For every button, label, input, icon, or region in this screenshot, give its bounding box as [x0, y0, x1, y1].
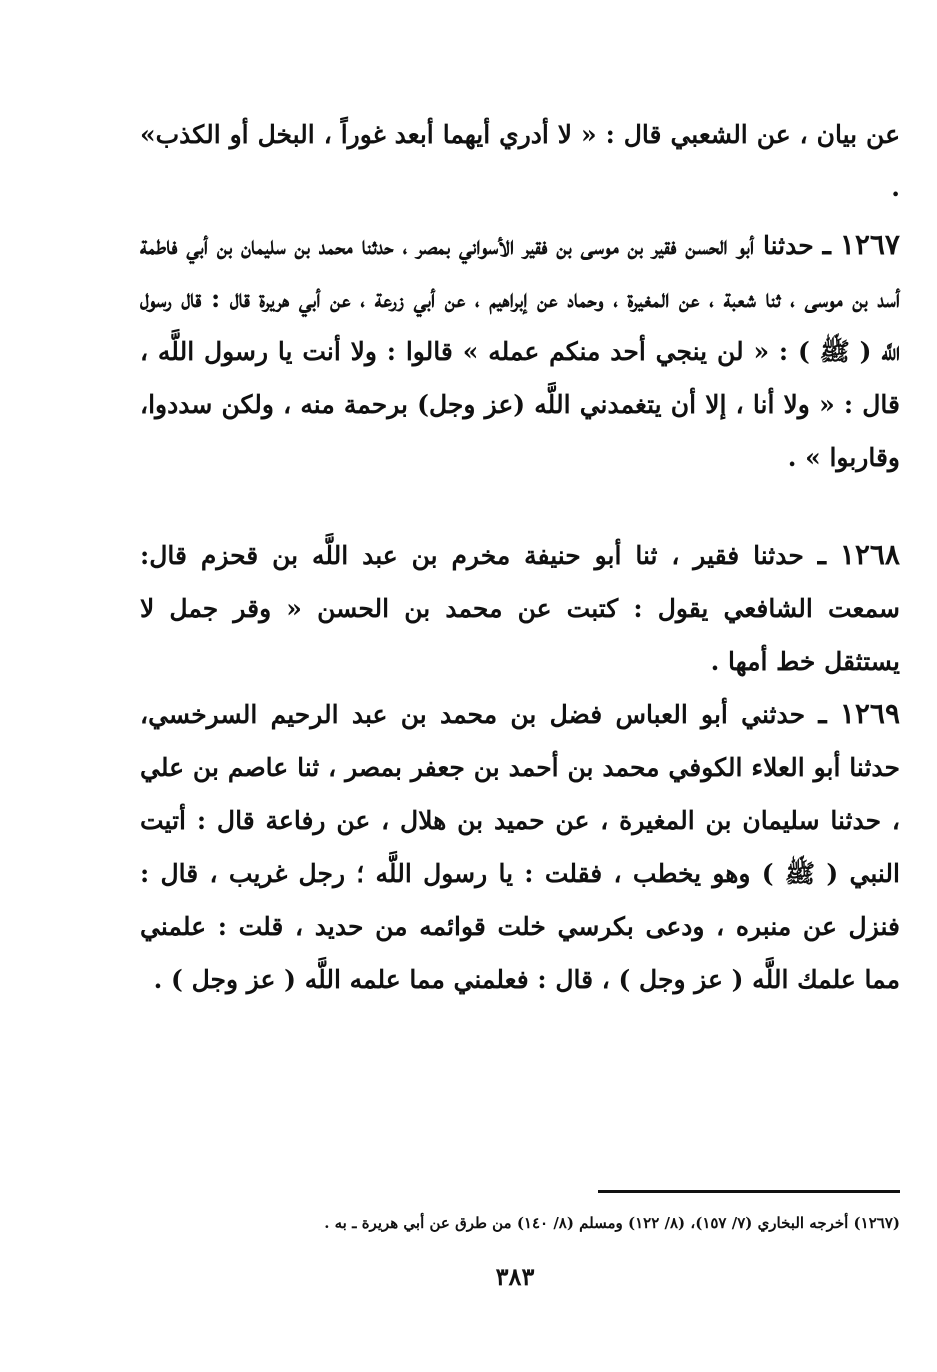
- hadith-text: » .: [787, 443, 821, 472]
- footnote-divider: [598, 1190, 900, 1193]
- hadith-text: » قالوا : ولا أنت يا رسول اللَّه ، قال : «: [140, 337, 900, 419]
- footnote-text: (١٢٦٧) أخرجه البخاري (٧/ ١٥٧)، (٨/ ١٢٢) ومسلم (٨/ ١٤٠) من طرق عن أبي هريرة ـ به .: [324, 1214, 900, 1232]
- footnote: [140, 1210, 900, 1236]
- hadith-quote: لن ينجي أحد منكم عمله: [488, 337, 744, 366]
- hadith-number: ١٢٦٨: [839, 538, 900, 571]
- hadith-1267-paragraph: [140, 218, 900, 484]
- hadith-lead: حدثني: [741, 700, 806, 729]
- hadith-dash: ـ: [817, 538, 826, 571]
- hadith-text: أبو العباس فضل بن محمد بن عبد الرحيم السرخسي، حدثنا أبو العلاء الكوفي محمد بن أحمد بن جعفر بمصر ، ثنا عاصم بن علي ، حدثنا سليمان بن المغيرة ، عن حميد بن هلال ، عن رفاعة قال : أتيت النبي ( ﷺ ) وهو يخطب ، فقلت : يا رسول اللَّه ؛ رجل غريب ، قال : فنزل عن منبره ، ودعى بكرسي خلت قوائمه من حديد ، قلت : علمني مما علمك اللَّه ( عز وجل ) ، قال : فعلمني مما علمه اللَّه ( عز وجل ) .: [140, 700, 900, 994]
- hadith-lead: حدثنا: [763, 231, 814, 260]
- hadith-number: ١٢٦٩: [839, 697, 900, 730]
- hadith-1268-paragraph: [140, 528, 900, 688]
- hadith-text: أبو الحسن فقير بن موسى بن فقير الأسواني بمصر ، حدثنا محمد بن سليمان بن أبي فاطمة أسد بن موسى ، ثنا شعبة ، عن المغيرة ، وحماد عن إبراهيم ، عن أبي زرعة ، عن أبي هريرة قال : قال رسول اللَّه ( ﷺ ) : «: [140, 231, 901, 366]
- intro-paragraph: [140, 108, 900, 214]
- hadith-text: فقير ، ثنا أبو حنيفة مخرم بن عبد اللَّه بن قحزم قال: سمعت الشافعي يقول : كتبت عن محمد بن الحسن « وقر جمل لا يستثقل خط أمها .: [140, 541, 900, 676]
- hadith-lead: حدثنا: [753, 541, 804, 570]
- hadith-dash: ـ: [822, 228, 831, 261]
- hadith-number: ١٢٦٧: [839, 228, 900, 261]
- hadith-1269-paragraph: [140, 687, 900, 1006]
- intro-text: عن بيان ، عن الشعبي قال : « لا أدري أيهما أبعد غوراً ، البخل أو الكذب» .: [140, 120, 900, 202]
- hadith-dash: ـ: [818, 697, 827, 730]
- hadith-quote: ولا أنا ، إلا أن يتغمدني اللَّه (عز وجل) برحمة منه ، ولكن سددوا، وقاربوا: [140, 390, 900, 472]
- page-number: ٣٨٣: [495, 1262, 535, 1291]
